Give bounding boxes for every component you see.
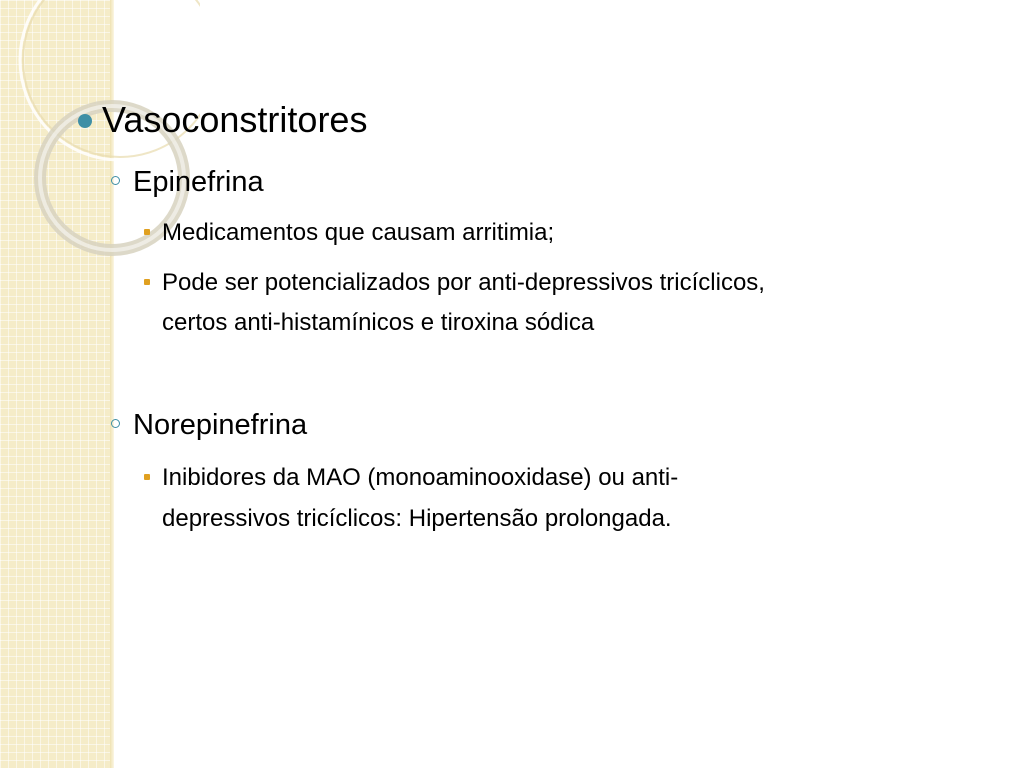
- filled-circle-bullet-icon: [78, 114, 92, 128]
- list-item-text: Medicamentos que causam arritimia;: [162, 219, 555, 246]
- list-item-text: Pode ser potencializados por anti-depressivos tricíclicos,: [162, 269, 765, 296]
- hollow-circle-bullet-icon: [111, 176, 120, 185]
- list-item-text: Inibidores da MAO (monoaminooxidase) ou anti-: [162, 464, 679, 491]
- square-bullet-icon: [144, 279, 150, 285]
- list-item: [162, 263, 765, 303]
- list-item-text: depressivos tricíclicos: Hipertensão prolongada.: [162, 505, 672, 532]
- section-norepinefrina: [133, 405, 307, 445]
- section-title: Epinefrina: [133, 166, 264, 198]
- list-item: [162, 458, 678, 498]
- heading-bullet: [102, 96, 367, 144]
- list-item-continuation: [162, 499, 672, 539]
- list-item: [162, 213, 554, 253]
- list-item-text: certos anti-histamínicos e tiroxina sódica: [162, 309, 595, 336]
- square-bullet-icon: [144, 474, 150, 480]
- section-epinefrina: [133, 162, 264, 202]
- slide-heading: Vasoconstritores: [102, 99, 368, 140]
- square-bullet-icon: [144, 229, 150, 235]
- section-title: Norepinefrina: [133, 409, 308, 441]
- hollow-circle-bullet-icon: [111, 419, 120, 428]
- list-item-continuation: [162, 303, 594, 343]
